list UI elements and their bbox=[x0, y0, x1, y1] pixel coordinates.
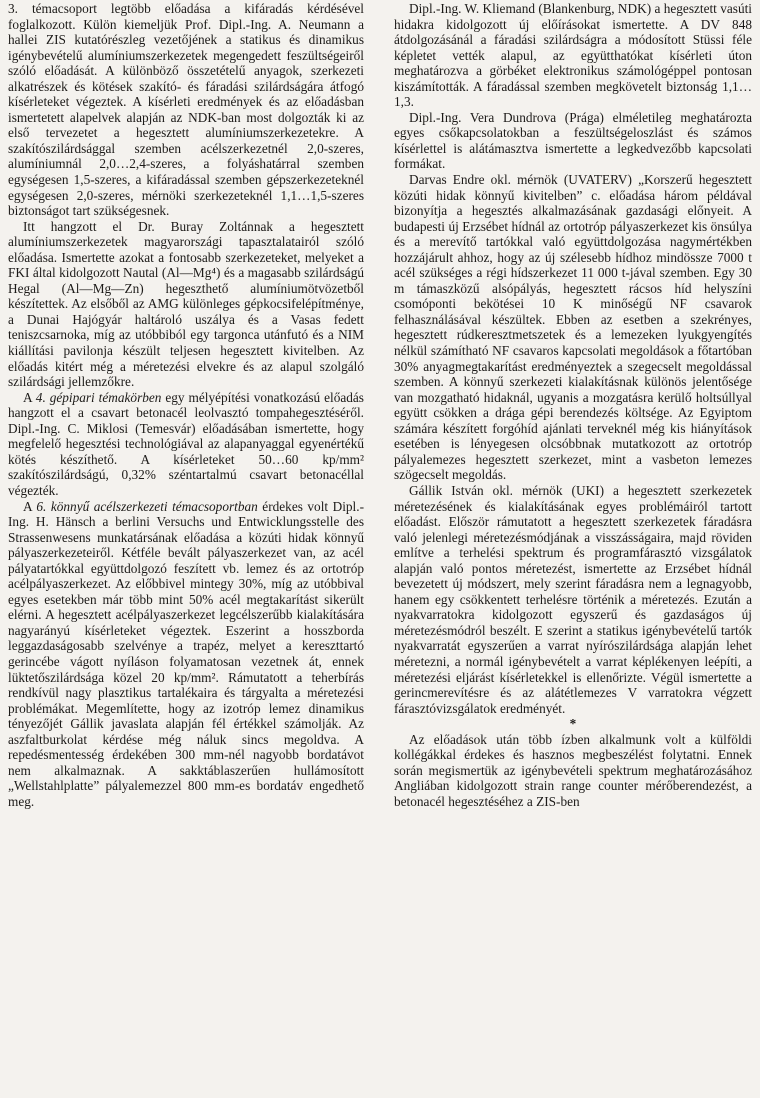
paragraph-fatigue-group: 3. témacsoport legtöbb előadása a kifáradás kérdésével foglalkozott. Külön kiemeljük Prof. Dipl.-Ing. A. Neumann a hallei ZIS kutatórészleg vezetőjének a statikus és dinamikus igénybevételű alumíniumszerkezetek megengedett feszültségeiről szóló előadását. A különböző összetételű anyagok, szerkezeti alkatrészek és kötések szakító- és fáradási szilárdságára átfogó kísérleteket végeztek. A kísérleti eredmények és az előadásban ismertetett alapelvek alapján az NDK-ban most dolgozták ki az első tervezetet a hegesztett alumíniumszerkezetekre. A szakítószilárdsággal szemben acélszerkezetnél 2,0-szeres, alumíniumnál 2,0…2,4-szeres, a folyáshatárral szemben egységesen 1,5-szeres, a kifáradással szemben gépszerkezeteknél egységesen 2,0-szeres, mérnöki szerkezeteknél 1,1…1,5-szeres biztonságot tart szükségesnek. bbox=[8, 1, 364, 219]
section-separator: * bbox=[569, 716, 577, 732]
paragraph-design-problems: Gállik István okl. mérnök (UKI) a hegesztett szerkezetek méretezésének és kialakításának egyes problémáiról tartott előadást. Először rámutatott a hegesztett szerkezetek fáradásra való jelenlegi méretezésmódjának a visszásságaira, majd röviden említve a terhelési spektrum és programfárasztó vizsgálatok alapján való pontos méretezést, ismertette az Erzsébet hídnál bevezetett új módszert, mely szerint fáradásra nem a legnagyobb, hanem egy csökkentett terhelésre történik a méretezés. Ezután a nyakvarratokra kidolgozott egyszerű és gazdaságos új méretezésmódról beszélt. E szerint a statikus igénybevételű tartók nyakvarratát egyszerűen a varrat nyírószilárdsága alapján lehet méretezni, a normál igénybevételt a varrat képlékenyen leépíti, a méretezési eljárást kísérletekkel is ellenőrizte. Végül ismertette a gerincmerevítésre és az alátétlemezes V varratokra végzett fárasztóvizsgálatok eredményét. bbox=[394, 482, 752, 716]
text-run: egy mélyépítési vonatkozású előadás hangzott el a csavart betonacél leolvasztó tompahegesztéséről. Dipl.-Ing. C. Miklosi (Temesvár) előadásában ismertette, hogy megfelelő hegesztési technológiával az alapanyaggal egyenértékű kötés készíthető. A kísérleteket 50…60 kp/mm² szakítószilárdságú, 0,32% széntartalmú csavart betonacéllal végezték. bbox=[8, 389, 364, 498]
paragraph-mechanical-topic bbox=[8, 390, 364, 499]
paragraph-road-bridges: Darvas Endre okl. mérnök (UVATERV) „Korszerű hegesztett közúti hidak könnyű kivitelben” c. előadása három példával bizonyítja a hegesztés alkalmazásának gazdasági előnyeit. A budapesti új Erzsébet hídnál az ortotróp pályaszerkezet kis önsúlya és a merevítő tartókkal való együttdolgozása nagymértékben hozzájárult ahhoz, hogy az új szélesebb hídhoz mindössze 7000 t acél szükséges a régi hídszerkezet 11 000 t-jával szemben. Egy 30 m támaszközű alsópályás, hegesztett rácsos híd helyszíni csomóponti bekötései 10 K minőségű NF csavarok felhasználásával készültek. Ebben az esetben a szekrényes, hegesztett rúdkeresztmetszetek és a lemezeken lyukgyengítés nélkül számítható NF csavaros kapcsolati megoldások a főtartóban 30% anyagmegtakarítást eredményeztek a szegecselt megoldással szemben. A könnyű szerkezeti kialakításnak különös jelentősége van mozgatható hidaknál, ugyanis a mozgatásra kerülő holtsúllyal együtt csökken a drága gépi berendezés költsége. Az Egyiptom számára készített forgóhíd ajánlati terveknél még kis hiányítások esetében is lényegesen olcsóbbnak mutatkozott az ortotróp pályalemezes hegesztett szerkezet, mint a vasbeton lemezes szögecselt megoldás. bbox=[394, 172, 752, 483]
paragraph-light-steel-topic bbox=[8, 499, 364, 810]
text-run: A bbox=[23, 389, 36, 405]
paragraph-railway-bridges: Dipl.-Ing. W. Kliemand (Blankenburg, NDK) a hegesztett vasúti hidakra kidolgozott új előírásokat ismertette. A DV 848 átdolgozásánál a fáradási szilárdságra a módosított Stüssi féle képletet vették alapul, az együtthatókat kísérleti úton meghatározva a görbéket elektronikus számológéppel pontosan kiszámították. A fáradással szemben megkövetelt biztonság 1,1…1,3. bbox=[394, 1, 752, 110]
paragraph-discussions: Az előadások után több ízben alkalmunk volt a külföldi kollégákkal érdekes és hasznos megbeszélést folytatni. Ennek során megismertük az igénybevételi spektrum meghatározásához Angliában kidolgozott strain range counter mérőberendezést, a betonacél hegesztéséhez a ZIS-ben bbox=[394, 731, 752, 809]
topic-emphasis: 4. gépipari témakörben bbox=[35, 389, 162, 405]
topic-emphasis: 6. könnyű acélszerkezeti témacsoportban bbox=[36, 498, 258, 514]
right-column bbox=[394, 1, 752, 809]
text-run: A bbox=[23, 498, 37, 514]
paragraph-aluminium-hungary: Itt hangzott el Dr. Buray Zoltánnak a hegesztett alumíniumszerkezetek magyarországi tapasztalatairól szóló előadása. Ismertette azokat a fontosabb szerkezeteket, melyeket a FKI által kidolgozott Nautal (Al—Mg⁴) és a magasabb szilárdságú Hegal (Al—Mg—Zn) hegeszthető alumíniumötvözetből készítettek. Az elsőből az AMG különleges gépkocsifelépítménye, a Dunai Hajógyár haltároló uszálya és a Vasas fedett teniszcsarnoka, míg az utóbbiból egy targonca utánfutó és a NIM kiállítási pavilonja készült teljesen hegesztett kivitelben. Az előadás kitért még a méretezési elvekre és az alapul szolgáló szilárdsági jellemzőkre. bbox=[8, 218, 364, 390]
text-run: érdekes volt Dipl.-Ing. H. Hänsch a berlini Versuchs und Entwicklungsstelle des Strassenwesens munkatársának előadása a közúti hidak könnyű pályaszerkezeteiről. Kétféle bevált pályaszerkezet van, az acél pályatartókkal együttdolgozó feszített vb. lemez és az ortotróp acélpályaszerkezet. Az előbbivel mintegy 30%, míg az utóbbival egyes esetekben már több mint 50% acél megtakarítást sikerült elérni. A hegesztett acélpályaszerkezet legcélszerűbb kialakítására nagyarányú kísérleteket végeztek. Eszerint a hosszborda leggazdaságosabb szelvénye a trapéz, melyet a kereszttartó gerincébe vágott nyíláson folyamatosan vezetnek át, ennek lüktetőszilárdsága közel 20 kp/mm². Rámutatott a teherbírás rendkívül nagy plasztikus tartalékaira és tárgyalta a méretezési problémákat. Megemlítette, hogy az izotróp lemez dinamikus tényezőjét Gállik javaslata alapján fél értékkel számolják. Az aszfaltburkolat kérdése még náluk sincs megoldva. A repedésmentesség érdekében 300 mm-nél nagyobb bordatávot nem alkalmaznak. A sakktáblaszerűen hullámosított „Wellstahlplatte” pályalemezzel 800 mm-es bordatáv engedhető meg. bbox=[8, 498, 364, 809]
paragraph-tube-joints: Dipl.-Ing. Vera Dundrova (Prága) elméletileg meghatározta egyes csőkapcsolatokban a feszültségeloszlást és számos kísérlettel is alátámasztva ismertette a legkedvezőbb kapcsolati formákat. bbox=[394, 109, 752, 172]
left-column bbox=[8, 1, 364, 809]
